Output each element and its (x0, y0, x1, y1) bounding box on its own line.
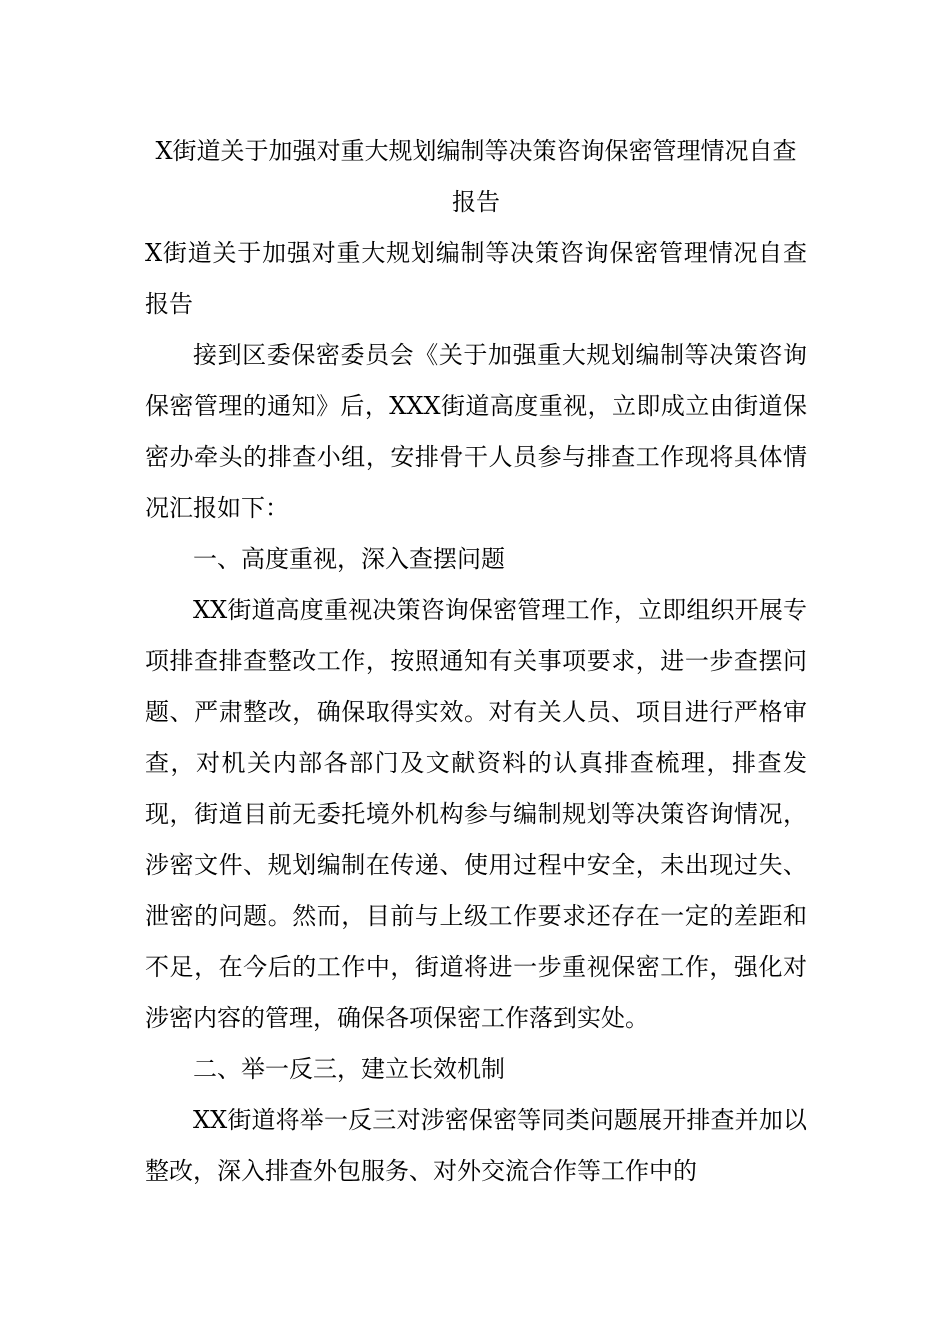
section-1-paragraph: XX街道高度重视决策咨询保密管理工作，立即组织开展专项排查排查整改工作，按照通知有关事项要求，进一步查摆问题、严肃整改，确保取得实效。对有关人员、项目进行严格审查，对机关内部各部门及文献资料的认真排查梳理，排查发现，街道目前无委托境外机构参与编制规划等决策咨询情况，涉密文件、规划编制在传递、使用过程中安全，未出现过失、泄密的问题。然而，目前与上级工作要求还存在一定的差距和不足，在今后的工作中，街道将进一步重视保密工作，强化对涉密内容的管理，确保各项保密工作落到实处。 (145, 596, 807, 1032)
document-subtitle: X街道关于加强对重大规划编制等决策咨询保密管理情况自查报告 (145, 239, 807, 318)
document-body (145, 126, 807, 1197)
section-2-paragraph: XX街道将举一反三对涉密保密等同类问题展开排查并加以整改，深入排查外包服务、对外交流合作等工作中的 (145, 1106, 807, 1185)
intro-paragraph: 接到区委保密委员会《关于加强重大规划编制等决策咨询保密管理的通知》后，XXX街道高度重视，立即成立由街道保密办牵头的排查小组，安排骨干人员参与排查工作现将具体情况汇报如下： (145, 341, 807, 522)
document-title: X街道关于加强对重大规划编制等决策咨询保密管理情况自查报告 (155, 137, 797, 216)
section-1-heading: 一、高度重视，深入查摆问题 (193, 545, 505, 573)
section-2-heading: 二、举一反三，建立长效机制 (193, 1055, 505, 1083)
